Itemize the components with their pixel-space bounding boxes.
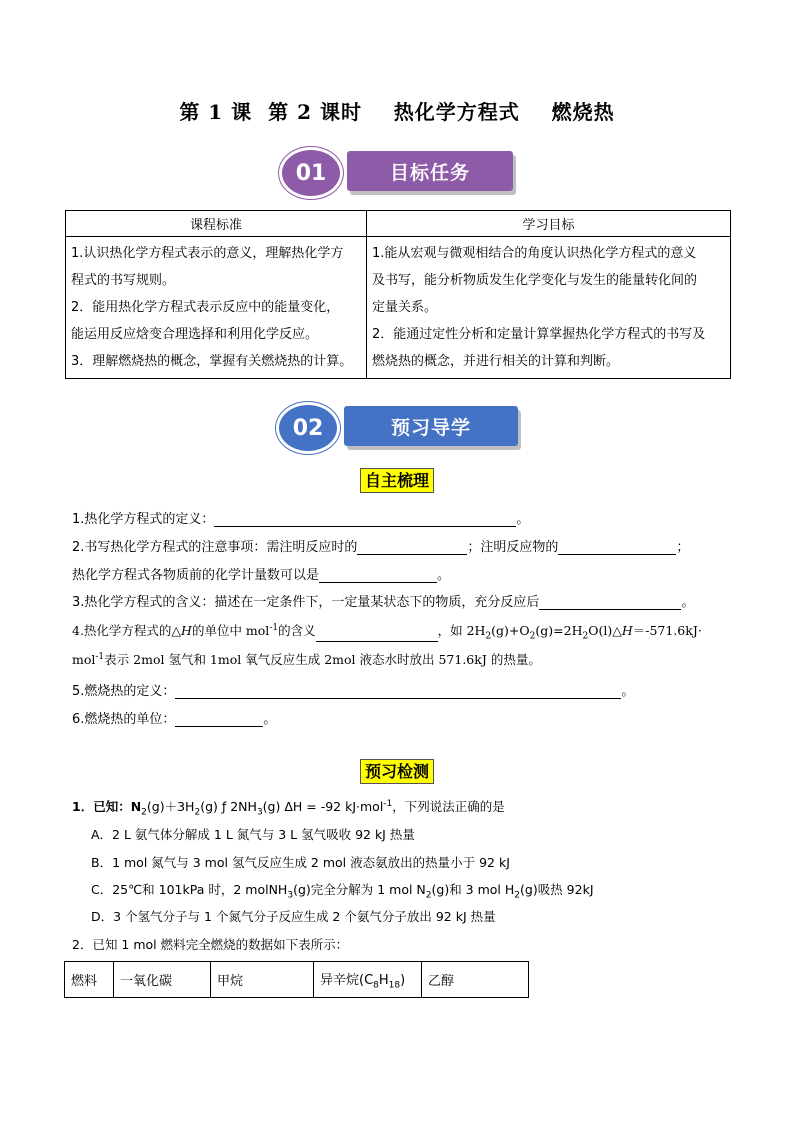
item-text: (g) ƒ 2NH <box>200 799 257 814</box>
answer-blank[interactable] <box>214 513 516 527</box>
table-header-standard: 课程标准 <box>66 211 367 237</box>
item-text: H <box>181 623 192 638</box>
section-number-01: 01 <box>279 147 343 199</box>
fuel-methane: 甲烷 <box>211 962 314 998</box>
goal-cell <box>367 237 731 379</box>
item-text: (g)＋3H <box>146 799 195 814</box>
item-2-cont <box>72 564 450 583</box>
item-text: 2 <box>485 631 492 642</box>
question-1-stem <box>72 797 505 818</box>
goal-line: 2．能通过定性分析和定量计算掌握热化学方程式的书写及 <box>372 327 706 342</box>
item-text: 。 <box>263 712 277 727</box>
standard-cell <box>66 237 367 379</box>
item-text: 。 <box>621 684 635 699</box>
item-text: (g)=2H <box>535 623 583 638</box>
answer-blank[interactable] <box>175 713 263 727</box>
item-4-cont <box>72 650 541 668</box>
option-c[interactable] <box>91 880 594 901</box>
item-text: 异辛烷(C <box>320 972 374 988</box>
item-5 <box>72 680 634 699</box>
item-text: 。 <box>681 595 695 610</box>
item-text: mol <box>72 652 96 667</box>
item-text: ) <box>400 972 406 988</box>
item-text: 的含义 <box>278 623 316 638</box>
item-text: ；注明反应物的 <box>467 540 559 555</box>
goal-line: 及书写，能分析物质发生化学变化与发生的能量转化间的 <box>372 273 698 288</box>
goal-line: 燃烧热的概念，并进行相关的计算和判断。 <box>372 354 620 369</box>
answer-blank[interactable] <box>316 628 438 642</box>
standards-table <box>65 210 731 379</box>
section-label-target: 目标任务 <box>347 151 513 191</box>
option-d[interactable]: D．3 个氢气分子与 1 个氮气分子反应生成 2 个氨气分子放出 92 kJ 热量 <box>91 909 496 924</box>
item-text: 2 <box>425 890 432 901</box>
section-label-preview: 预习导学 <box>344 406 518 446</box>
standard-line: 程式的书写规则。 <box>71 273 176 288</box>
item-text: 。 <box>516 512 530 527</box>
fuel-ethanol: 乙醇 <box>422 962 529 998</box>
item-text: 2 <box>194 807 201 818</box>
fuel-co: 一氧化碳 <box>114 962 211 998</box>
item-text: -1 <box>95 651 105 662</box>
answer-blank[interactable] <box>558 541 676 555</box>
standard-line: 3．理解燃烧热的概念，掌握有关燃烧热的计算。 <box>71 354 353 369</box>
item-text: 。 <box>437 568 451 583</box>
item-text: O(l)△ <box>588 623 622 638</box>
answer-blank[interactable] <box>539 596 681 610</box>
item-text: 表示 2mol 氢气和 1mol 氧气反应生成 2mol 液态水时放出 571.6kJ 的热量。 <box>104 652 541 667</box>
item-text: (g)完全分解为 1 mol N <box>293 882 426 897</box>
goal-line: 1.能从宏观与微观相结合的角度认识热化学方程式的意义 <box>372 246 697 261</box>
standard-line: 能运用反应焓变合理选择和利用化学反应。 <box>71 327 319 342</box>
answer-blank[interactable] <box>319 569 437 583</box>
item-text: ＝-571.6kJ· <box>632 623 702 638</box>
item-text: 2 <box>514 890 521 901</box>
item-text: 2.书写热化学方程式的注意事项：需注明反应时的 <box>72 540 358 555</box>
item-text: C．25℃和 101kPa 时，2 molNH <box>91 882 288 897</box>
answer-blank[interactable] <box>357 541 467 555</box>
item-text: 8 <box>373 980 379 991</box>
item-text: 2 <box>529 631 536 642</box>
item-text: ，下列说法正确的是 <box>392 799 505 814</box>
item-3 <box>72 591 694 610</box>
fuel-header: 燃料 <box>65 962 114 998</box>
item-text: (g)和 3 mol H <box>431 882 515 897</box>
item-2 <box>72 536 689 555</box>
standard-line: 2．能用热化学方程式表示反应中的能量变化， <box>71 300 340 315</box>
standard-line: 1.认识热化学方程式表示的意义，理解热化学方 <box>71 246 344 261</box>
item-text: -1 <box>383 798 393 809</box>
item-6 <box>72 708 276 727</box>
item-text: 2 <box>582 631 589 642</box>
option-a[interactable]: A．2 L 氨气体分解成 1 L 氮气与 3 L 氢气吸收 92 kJ 热量 <box>91 827 415 842</box>
goal-line: 定量关系。 <box>372 300 438 315</box>
option-b[interactable]: B．1 mol 氮气与 3 mol 氢气反应生成 2 mol 液态氨放出的热量小于 92 kJ <box>91 855 510 870</box>
item-text: 5.燃烧热的定义： <box>72 684 176 699</box>
item-text: ； <box>676 540 690 555</box>
answer-blank[interactable] <box>175 685 621 699</box>
page-title: 第 1 课 第 2 课时 热化学方程式 燃烧热 <box>179 100 615 124</box>
item-text: 的单位中 mol <box>191 623 270 638</box>
fuel-isooctane: 异辛烷$(C_8H_{18})$ <box>314 962 422 998</box>
item-4 <box>72 621 702 642</box>
table-header-goal: 学习目标 <box>367 211 731 237</box>
question-2-stem: 2．已知 1 mol 燃料完全燃烧的数据如下表所示： <box>72 937 349 952</box>
item-text: 18 <box>388 980 401 991</box>
item-text: ，如 2H <box>437 623 486 638</box>
item-text: 4.热化学方程式的△ <box>72 623 182 638</box>
item-text: 3.热化学方程式的含义：描述在一定条件下，一定量某状态下的物质，充分反应后 <box>72 595 540 610</box>
item-text: (g)+O <box>491 623 530 638</box>
fuel-table <box>64 961 529 998</box>
item-text: (g)吸热 92kJ <box>520 882 594 897</box>
item-text: -1 <box>269 622 279 633</box>
item-text: 3 <box>287 890 294 901</box>
item-text: 6.燃烧热的单位： <box>72 712 176 727</box>
item-text: 2 <box>141 807 147 818</box>
item-1 <box>72 508 529 527</box>
item-text: H <box>621 623 633 638</box>
section-number-02: 02 <box>276 402 340 454</box>
item-text: (g) ΔH = -92 kJ·mol <box>262 799 384 814</box>
item-text: 热化学方程式各物质前的化学计量数可以是 <box>72 568 320 583</box>
self-review-heading: 自主梳理 <box>360 468 434 493</box>
item-text: 1．已知：N <box>72 799 142 814</box>
preview-check-heading: 预习检测 <box>360 759 434 784</box>
item-text: 1.热化学方程式的定义： <box>72 512 215 527</box>
item-text: 3 <box>256 807 263 818</box>
